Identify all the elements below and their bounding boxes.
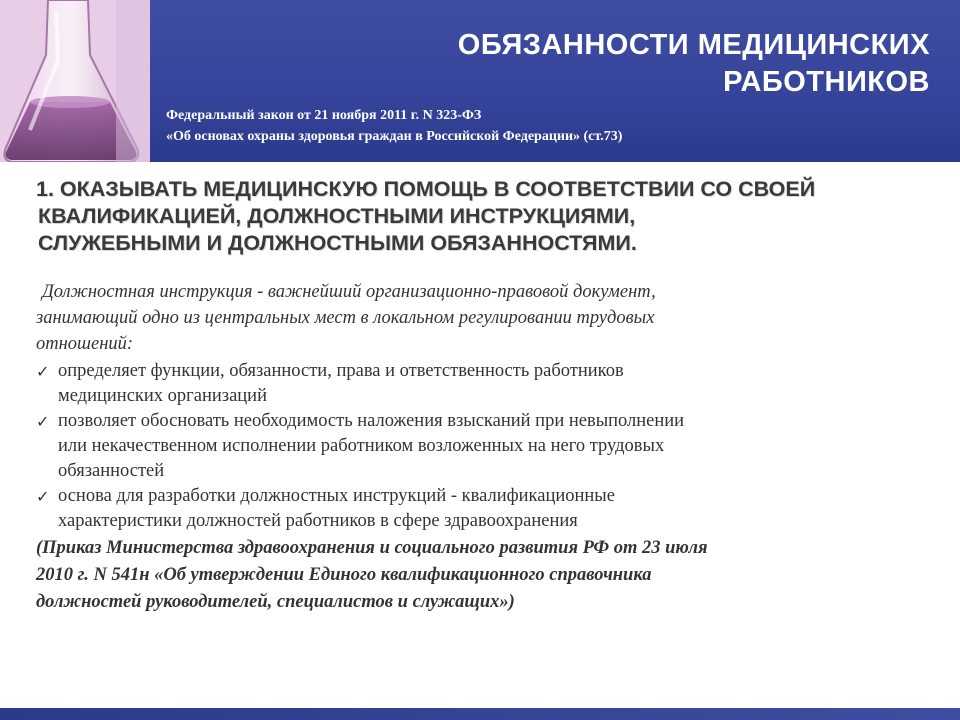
title-line-2: РАБОТНИКОВ [723,66,930,98]
bullet-line: характеристики должностей работников в сфере здравоохранения [58,511,578,531]
header-banner [0,0,960,162]
definition-line: занимающий одно из центральных мест в локальном регулировании трудовых [36,308,655,328]
law-reference: Федеральный закон от 21 ноября 2011 г. N 323-ФЗ [166,108,482,123]
bullet-line: определяет функции, обязанности, права и ответственность работников [58,361,624,381]
list-item [36,409,926,484]
checkmark-icon: ✓ [36,487,50,506]
checkmark-icon: ✓ [36,412,50,431]
definition-line: Должностная инструкция - важнейший организационно-правовой документ, [42,282,656,302]
bullet-line: основа для разработки должностных инструкций - квалификационные [58,486,615,506]
citation-line: должностей руководителей, специалистов и служащих») [36,592,515,612]
flask-icon [0,0,150,162]
bullet-line: медицинских организаций [58,386,267,406]
citation-line: (Приказ Министерства здравоохранения и социального развития РФ от 23 июля [36,538,708,558]
checkmark-icon: ✓ [36,362,50,381]
bullet-line: или некачественном исполнении работником возложенных на него трудовых [58,436,665,456]
title-line-1: ОБЯЗАННОСТИ МЕДИЦИНСКИХ [457,29,930,61]
order-citation [36,535,926,616]
heading-line: 1. ОКАЗЫВАТЬ МЕДИЦИНСКУЮ ПОМОЩЬ В СООТВЕТСТВИИ СО СВОЕЙ [36,177,816,201]
bullet-line: позволяет обосновать необходимость наложения взысканий при невыполнении [58,411,685,431]
bullet-line: обязанностей [58,461,165,481]
footer-bar [0,708,960,720]
flask-image [0,0,150,162]
page-title [290,27,930,101]
definition-paragraph [36,279,926,357]
definition-line: отношений: [36,334,134,354]
citation-line: 2010 г. N 541н «Об утверждении Единого квалификационного справочника [36,565,652,585]
heading-line: КВАЛИФИКАЦИЕЙ, ДОЛЖНОСТНЫМИ ИНСТРУКЦИЯМИ, [38,204,636,228]
list-item [36,484,926,534]
law-title: «Об основах охраны здоровья граждан в Российской Федерации» (ст.73) [166,129,623,144]
duty-heading [36,176,926,257]
list-item [36,359,926,409]
slide-content [36,176,926,616]
heading-line: СЛУЖЕБНЫМИ И ДОЛЖНОСТНЫМИ ОБЯЗАННОСТЯМИ. [38,231,637,255]
bullet-list [36,359,926,534]
